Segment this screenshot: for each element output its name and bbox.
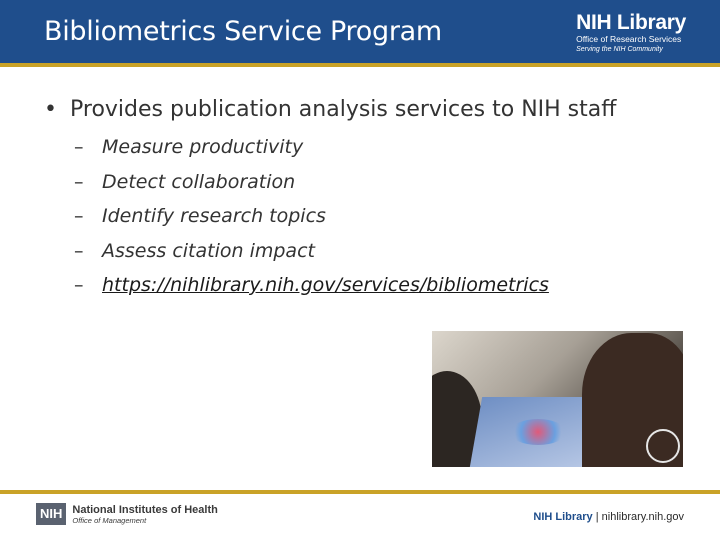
footer-library-info xyxy=(533,511,684,523)
footer-library-name: NIH Library xyxy=(533,511,593,523)
sub-bullet-text: Measure productivity xyxy=(102,136,304,158)
dash-marker: – xyxy=(74,136,84,158)
sub-bullet-text: Identify research topics xyxy=(102,205,326,227)
footer-library-url: nihlibrary.nih.gov xyxy=(601,511,684,523)
bullet-marker: • xyxy=(44,97,57,122)
nih-logo-text xyxy=(72,504,217,525)
nih-library-brand xyxy=(576,12,686,54)
brand-name: NIH Library xyxy=(576,11,686,34)
team-photo xyxy=(432,331,683,467)
bibliometrics-link[interactable]: https://nihlibrary.nih.gov/services/bibliometrics xyxy=(102,274,549,296)
header-gold-rule xyxy=(0,63,720,67)
slide-title: Bibliometrics Service Program xyxy=(44,16,442,47)
brand-tagline: Serving the NIH Community xyxy=(576,46,663,53)
sub-bullet-text: Assess citation impact xyxy=(102,239,315,262)
brand-subtitle: Office of Research Services xyxy=(576,34,682,44)
nih-office: Office of Management xyxy=(72,515,147,525)
sub-bullet-item xyxy=(74,274,549,309)
footer-gold-rule xyxy=(0,490,720,494)
photo-seal-icon xyxy=(646,429,680,463)
main-bullet xyxy=(44,97,616,122)
dash-marker: – xyxy=(74,239,84,262)
main-bullet-text: Provides publication analysis services to NIH staff xyxy=(70,97,617,122)
sub-bullet-item xyxy=(74,205,549,240)
photo-network-graph xyxy=(510,419,566,445)
nih-logo xyxy=(36,503,218,525)
dash-marker: – xyxy=(74,274,84,296)
sub-bullet-item xyxy=(74,240,549,275)
dash-marker: – xyxy=(74,205,84,227)
footer-separator: | xyxy=(595,511,599,523)
nih-logo-box: NIH xyxy=(36,503,66,525)
sub-bullet-item xyxy=(74,136,549,171)
dash-marker: – xyxy=(74,170,84,193)
sub-bullet-text: Detect collaboration xyxy=(102,170,296,193)
nih-name: National Institutes of Health xyxy=(72,503,218,516)
sub-bullet-list xyxy=(74,136,549,309)
sub-bullet-item xyxy=(74,171,549,206)
